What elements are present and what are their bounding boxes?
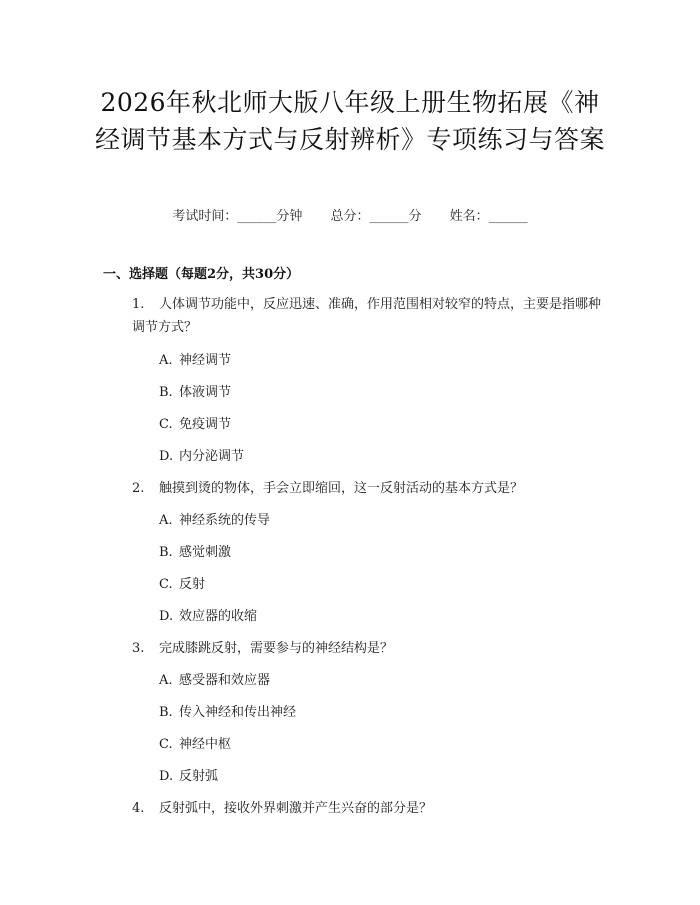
question-text: 反射弧中，接收外界刺激并产生兴奋的部分是？ (159, 801, 433, 816)
question-4 (132, 797, 602, 820)
option-3c (159, 733, 231, 752)
option-letter: C. (159, 737, 173, 752)
option-2b (159, 541, 231, 560)
option-letter: A. (159, 513, 173, 528)
option-1d (159, 445, 244, 464)
option-3a (159, 669, 270, 688)
option-text: 神经中枢 (179, 737, 232, 752)
exam-time: 考试时间：______分钟 (172, 209, 303, 224)
exam-score: 总分：______分 (330, 209, 422, 224)
question-1 (132, 293, 602, 339)
option-letter: C. (159, 417, 173, 432)
option-text: 效应器的收缩 (179, 609, 258, 624)
option-text: 反射 (179, 577, 206, 592)
option-text: 体液调节 (179, 385, 232, 400)
option-letter: A. (159, 353, 173, 368)
option-letter: B. (159, 385, 173, 400)
student-name: 姓名：______ (449, 209, 528, 224)
option-text: 传入神经和传出神经 (179, 705, 297, 720)
option-text: 感觉刺激 (179, 545, 232, 560)
question-2 (132, 477, 602, 500)
option-2c (159, 573, 205, 592)
question-number: 4. (132, 801, 145, 816)
option-letter: A. (159, 673, 173, 688)
option-letter: D. (159, 449, 174, 464)
option-text: 内分泌调节 (179, 449, 245, 464)
question-number: 1. (132, 297, 145, 312)
question-number: 3. (132, 641, 145, 656)
exam-meta (0, 205, 700, 224)
option-letter: C. (159, 577, 173, 592)
page-title: 2026年秋北师大版八年级上册生物拓展《神经调节基本方式与反射辨析》专项练习与答案 (94, 88, 605, 154)
option-text: 神经系统的传导 (179, 513, 271, 528)
option-letter: B. (159, 545, 173, 560)
option-letter: D. (159, 609, 174, 624)
option-2d (159, 605, 257, 624)
question-text: 人体调节功能中，反应迅速、准确，作用范围相对较窄的特点，主要是指哪种调节方式？ (132, 297, 602, 335)
option-letter: B. (159, 705, 173, 720)
option-text: 反射弧 (179, 769, 219, 784)
question-number: 2. (132, 481, 145, 496)
option-2a (159, 509, 270, 528)
option-text: 神经调节 (179, 353, 232, 368)
section-heading: 一、选择题（每题2分，共30分） (103, 267, 300, 282)
option-text: 免疫调节 (179, 417, 232, 432)
option-3b (159, 701, 296, 720)
question-text: 触摸到烫的物体，手会立即缩回，这一反射活动的基本方式是？ (159, 481, 524, 496)
option-1c (159, 413, 231, 432)
question-3 (132, 637, 602, 660)
question-text: 完成膝跳反射，需要参与的神经结构是？ (159, 641, 394, 656)
option-text: 感受器和效应器 (179, 673, 271, 688)
option-letter: D. (159, 769, 174, 784)
option-1b (159, 381, 231, 400)
option-1a (159, 349, 231, 368)
option-3d (159, 765, 218, 784)
